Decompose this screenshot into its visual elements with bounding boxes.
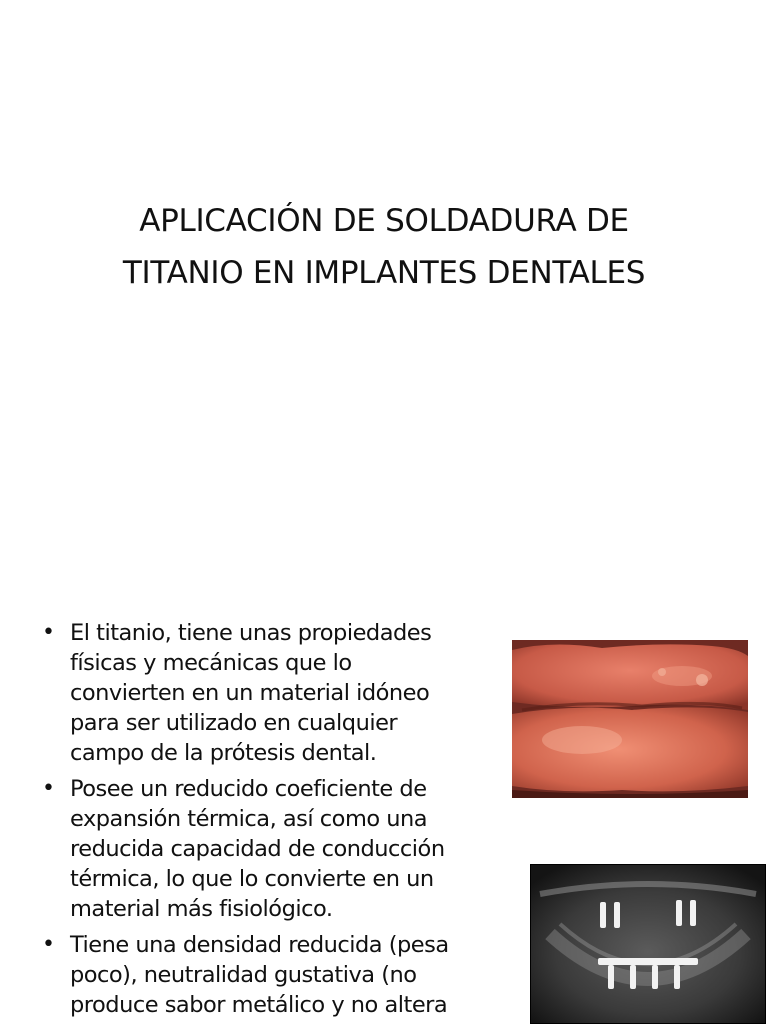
slide-title	[40, 195, 728, 299]
bullet-line: Tiene una densidad reducida (pesa	[70, 932, 449, 958]
bullet-line: expansión térmica, así como una	[70, 806, 428, 832]
xray-illustration	[530, 864, 766, 1024]
bullet-line: El titanio, tiene unas propiedades	[70, 620, 432, 646]
title-line-1: APLICACIÓN DE SOLDADURA DE	[139, 203, 629, 239]
bullet-item	[40, 930, 510, 1020]
bullet-item	[40, 774, 510, 924]
bullet-line: térmica, lo que lo convierte en un	[70, 866, 434, 892]
bullet-line: campo de la prótesis dental.	[70, 740, 377, 766]
gums-photo	[512, 640, 748, 798]
title-line-2: TITANIO EN IMPLANTES DENTALES	[122, 255, 646, 291]
gums-photo-illustration	[512, 640, 748, 798]
content-slide	[0, 560, 768, 1024]
bullet-line: para ser utilizado en cualquier	[70, 710, 398, 736]
bullet-line: Posee un reducido coeficiente de	[70, 776, 427, 802]
bullet-line: reducida capacidad de conducción	[70, 836, 445, 862]
bullet-line: produce sabor metálico y no altera	[70, 992, 448, 1018]
bullet-marker: •	[42, 620, 55, 645]
bullet-item	[40, 618, 510, 768]
xray-image	[530, 864, 766, 1024]
bullet-marker: •	[42, 776, 55, 801]
bullet-line: material más fisiológico.	[70, 896, 333, 922]
bullet-list	[40, 618, 510, 1024]
bullet-line: poco), neutralidad gustativa (no	[70, 962, 417, 988]
bullet-line: físicas y mecánicas que lo	[70, 650, 352, 676]
bullet-line: convierten en un material idóneo	[70, 680, 430, 706]
bullet-marker: •	[42, 932, 55, 957]
